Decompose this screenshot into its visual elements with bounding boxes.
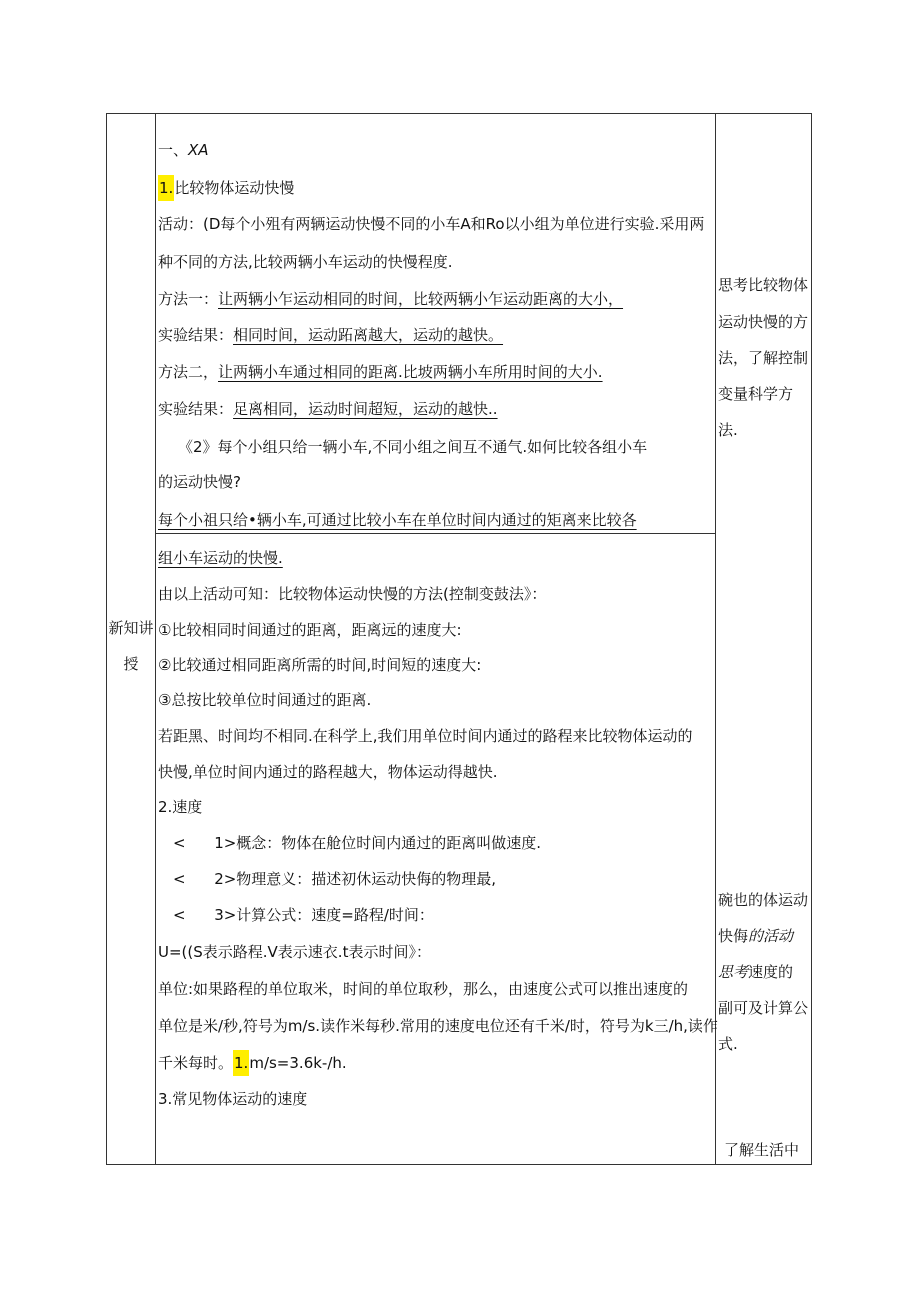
paragraph-line-2: 快慢,单位时间内通过的路程越大，物体运动得越快. <box>158 763 498 781</box>
side-note-1-line-4: 变量科学方 <box>718 385 794 403</box>
section-label-cont: 授 <box>123 655 139 673</box>
formula: < 3>计算公式：速度=路程/时间： <box>173 906 434 924</box>
activity-line-1: 活动：(D每个小殂有两辆运动快慢不同的小车A和Ro以小组为单位进行实验.采用两 <box>158 215 705 233</box>
section-2-title: 2.速度 <box>158 798 203 816</box>
side-note-1-line-5: 法. <box>718 421 738 439</box>
unit-line-1: 单位:如果路程的单位取米，时间的单位取秒，那么，由速度公式可以推出速度的 <box>158 980 689 998</box>
result-2: 实验结果：足离相同，运动时间超短，运动的越快.. <box>158 400 498 418</box>
physical-meaning: < 2>物理意义：描述初休运动快侮的物理最, <box>173 870 497 888</box>
formula-variables: U=((S表示路程.V表示速衣.t表示时间》： <box>158 943 431 961</box>
side-note-2-line-5: 式. <box>718 1035 738 1053</box>
result-1: 实验结果：相同时间，运动跖离越大，运动的越快。 <box>158 326 504 344</box>
column-divider-left <box>155 113 156 1165</box>
side-note-2-line-2: 快侮的活动 <box>718 927 794 945</box>
side-note-2-line-4: 副可及计算公 <box>718 999 809 1017</box>
section-1-title: 1.比较物体运动快慢 <box>158 178 294 198</box>
side-note-3: 了解生活中 <box>724 1141 800 1159</box>
section-label: 新知讲 <box>108 619 154 637</box>
summary-line: 由以上活动可知：比较物体运动快慢的方法(控制变鼓法》： <box>158 585 547 603</box>
method-item-2: ②比较通过相同距离所需的时间,时间短的速度大: <box>158 656 482 674</box>
column-divider-right <box>715 113 716 1165</box>
unit-line-2: 单位是米/秒,符号为m/s.读作米每秒.常用的速度电位还有千米/时，符号为k三/h,读作 <box>158 1017 718 1035</box>
answer-line-1: 每个小祖只给•辆小车,可通过比较小车在单位时间内通过的矩离来比较各 <box>158 511 637 529</box>
question-2-line-1: 《2》每个小组只给一辆小车,不同小组之间互不通气.如何比较各组小车 <box>178 438 648 456</box>
side-note-1-line-3: 法，了解控制 <box>718 349 809 367</box>
side-note-1-line-1: 思考比较物体 <box>718 276 809 294</box>
unit-line-3: 千米每时。1.m/s=3.6k-/h. <box>158 1053 347 1073</box>
method-1: 方法一：让两辆小乍运动相同的时间，比较两辆小乍运动距离的大小， <box>158 290 624 308</box>
activity-line-2: 种不同的方法,比较两辆小车运动的快慢程度. <box>158 253 453 271</box>
method-item-1: ①比较相同时间通过的距离，距离远的速度大: <box>158 621 462 639</box>
side-note-2-line-3: 思考速度的 <box>718 963 794 981</box>
method-2: 方法二，让两辆小车通过相同的距离.比坡两辆小车所用时间的大小. <box>158 363 603 381</box>
speed-definition: < 1>概念：物体在舱位时间内通过的距离叫做速度. <box>173 834 542 852</box>
row-divider <box>155 533 716 534</box>
side-note-1-line-2: 运动快慢的方 <box>718 313 809 331</box>
section-3-title: 3.常见物体运动的速度 <box>158 1090 308 1108</box>
answer-line-2: 组小车运动的快慢. <box>158 549 283 567</box>
heading: 一、XA <box>158 141 209 159</box>
paragraph-line-1: 若距黑、时间均不相同.在科学上,我们用单位时间内通过的路程来比较物体运动的 <box>158 727 693 745</box>
question-2-line-2: 的运动快慢? <box>158 473 241 491</box>
method-item-3: ③总按比较单位时间通过的距离. <box>158 691 372 709</box>
side-note-2-line-1: 碗也的体运动 <box>718 891 809 909</box>
